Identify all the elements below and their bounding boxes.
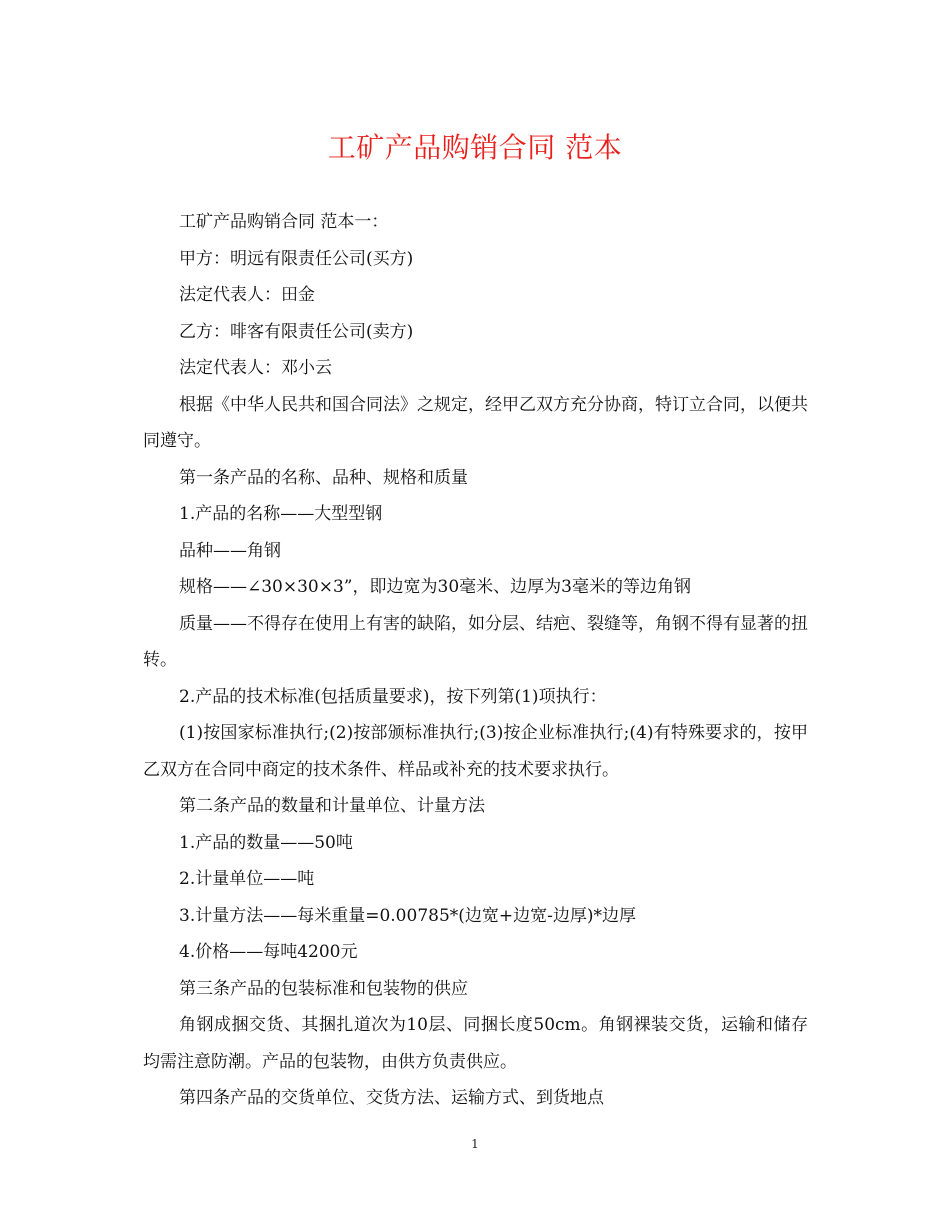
paragraph-product-quality: 质量——不得存在使用上有害的缺陷，如分层、结疤、裂缝等，角钢不得有显著的扭转。 xyxy=(143,613,808,670)
paragraph-party-b: 乙方：啡客有限责任公司(卖方) xyxy=(179,321,414,342)
paragraph-product-variety: 品种——角钢 xyxy=(179,540,281,561)
document-body xyxy=(143,204,808,1117)
paragraph-party-b-representative: 法定代表人：邓小云 xyxy=(179,358,332,378)
paragraph-party-a-representative: 法定代表人：田金 xyxy=(179,285,315,305)
paragraph-packaging: 角钢成捆交货、其捆扎道次为10层、同捆长度50cm。角钢裸装交货，运输和储存均需注意防潮。产品的包装物，由供方负责供应。 xyxy=(143,1015,808,1072)
paragraph-product-name: 1.产品的名称——大型型钢 xyxy=(179,504,383,524)
paragraph-article-3-heading: 第三条产品的包装标准和包装物的供应 xyxy=(179,978,468,999)
paragraph-intro: 工矿产品购销合同 范本一： xyxy=(179,212,389,232)
paragraph-product-spec: 规格——∠30×30×3”，即边宽为30毫米、边厚为3毫米的等边角钢 xyxy=(179,577,691,597)
paragraph-article-4-heading: 第四条产品的交货单位、交货方法、运输方式、到货地点 xyxy=(179,1088,604,1108)
paragraph-legal-basis: 根据《中华人民共和国合同法》之规定，经甲乙双方充分协商，特订立合同，以便共同遵守。 xyxy=(143,394,808,451)
paragraph-article-1-heading: 第一条产品的名称、品种、规格和质量 xyxy=(179,467,468,488)
document-title: 工矿产品购销合同 范本 xyxy=(327,131,623,164)
page-number: 1 xyxy=(471,1137,479,1151)
paragraph-article-2-heading: 第二条产品的数量和计量单位、计量方法 xyxy=(179,796,485,816)
paragraph-quantity: 1.产品的数量——50吨 xyxy=(179,832,353,853)
paragraph-technical-standard: 2.产品的技术标准(包括质量要求)，按下列第(1)项执行： xyxy=(179,686,607,707)
paragraph-unit: 2.计量单位——吨 xyxy=(179,869,315,889)
paragraph-party-a: 甲方：明远有限责任公司(买方) xyxy=(179,248,414,269)
paragraph-standard-options: (1)按国家标准执行;(2)按部颁标准执行;(3)按企业标准执行;(4)有特殊要求的，按甲乙双方在合同中商定的技术条件、样品或补充的技术要求执行。 xyxy=(143,723,808,780)
paragraph-price: 4.价格——每吨4200元 xyxy=(179,942,358,962)
paragraph-measurement-method: 3.计量方法——每米重量=0.00785*(边宽+边宽-边厚)*边厚 xyxy=(179,905,637,926)
